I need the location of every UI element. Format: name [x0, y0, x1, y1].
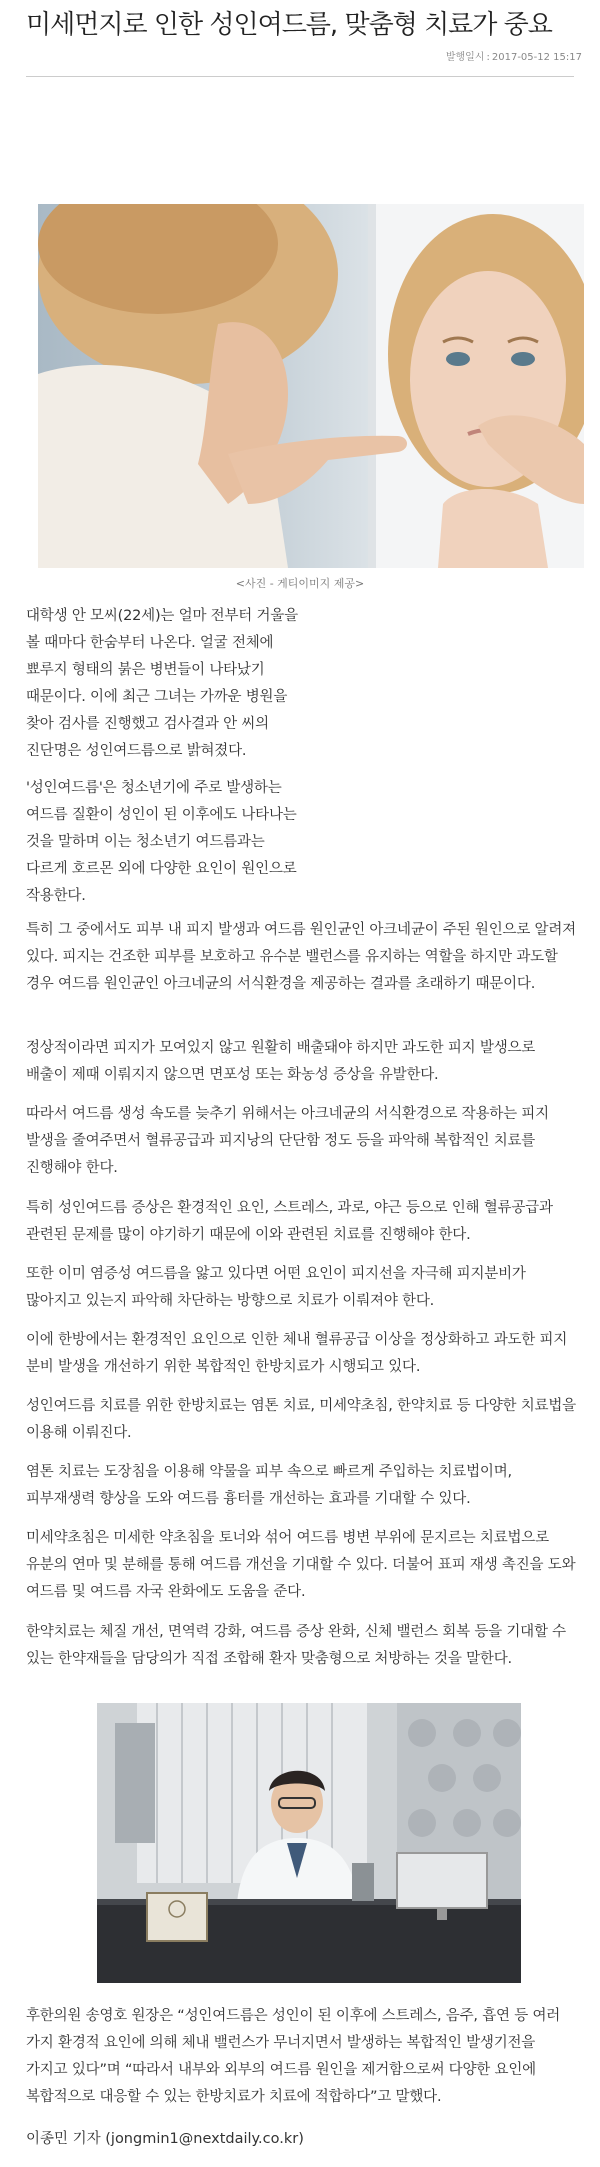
paragraph-3: 특히 그 중에서도 피부 내 피지 발생과 여드름 원인균인 아크네균이 주된 원인으로 알려져 있다. 피지는 건조한 피부를 보호하고 유수분 밸런스를 유지하는 역할을 하지만 과도할 경우 여드름 원인균인 아크네균의 서식환경을 제공하는 결과를 초래하기 때문이다. — [26, 922, 576, 992]
title-divider — [26, 76, 574, 77]
paragraph-12: 한약치료는 체질 개선, 면역력 강화, 여드름 증상 완화, 신체 밸런스 회복 등을 기대할 수 있는 한약재들을 담당의가 직접 조합해 환자 맞춤형으로 처방하는 것을 말한다. — [26, 1624, 566, 1667]
paragraph-9: 성인여드름 치료를 위한 한방치료는 염톤 치료, 미세약초침, 한약치료 등 다양한 치료법을 이용해 이뤄진다. — [26, 1398, 576, 1441]
publish-date-value: 2017-05-12 15:17 — [491, 52, 582, 63]
article-photo-doctor — [97, 1703, 521, 1983]
paragraph-7: 또한 이미 염증성 여드름을 앓고 있다면 어떤 요인이 피지선을 자극해 피지분비가 많아지고 있는지 파악해 차단하는 방향으로 치료가 이뤄져야 한다. — [26, 1266, 526, 1309]
reporter-byline: 이종민 기자 (jongmin1@nextdaily.co.kr) — [26, 2131, 304, 2147]
photo-illustration-doctor — [97, 1703, 521, 1983]
article-photo-acne-mirror — [38, 204, 584, 568]
publish-date-label: 발행일시 — [445, 52, 485, 63]
paragraph-6: 특히 성인여드름 증상은 환경적인 요인, 스트레스, 과로, 야근 등으로 인해 혈류공급과 관련된 문제를 많이 야기하기 때문에 이와 관련된 치료를 진행해야 한다. — [26, 1200, 553, 1243]
paragraph-5: 따라서 여드름 생성 속도를 늦추기 위해서는 아크네균의 서식환경으로 작용하는 피지 발생을 줄여주면서 혈류공급과 피지낭의 단단함 정도 등을 파악해 복합적인 치료를 진행해야 한다. — [26, 1106, 549, 1176]
photo-caption: <사진 - 게티이미지 제공> — [235, 577, 365, 590]
paragraph-11: 미세약초침은 미세한 약초침을 토너와 섞어 여드름 병변 부위에 문지르는 치료법으로 유분의 연마 및 분해를 통해 여드름 개선을 기대할 수 있다. 더불어 표피 재생 촉진을 도와 여드름 및 여드름 자국 완화에도 도움을 준다. — [26, 1530, 576, 1600]
paragraph-1: 대학생 안 모씨(22세)는 얼마 전부터 거울을 볼 때마다 한숨부터 나온다. 얼굴 전체에 뾰루지 형태의 붉은 병변들이 나타났기 때문이다. 이에 최근 그녀는 가까운 병원을 찾아 검사를 진행했고 검사결과 안 씨의 진단명은 성인여드름으로 밝혀졌다. — [26, 608, 298, 759]
article-title: 미세먼지로 인한 성인여드름, 맞춤형 치료가 중요 — [26, 10, 552, 40]
photo-illustration — [38, 204, 584, 568]
paragraph-10: 염톤 치료는 도장침을 이용해 약물을 피부 속으로 빠르게 주입하는 치료법이며, 피부재생력 향상을 도와 여드름 흉터를 개선하는 효과를 기대할 수 있다. — [26, 1464, 512, 1507]
paragraph-13: 후한의원 송영호 원장은 “성인여드름은 성인이 된 이후에 스트레스, 음주, 흡연 등 여러 가지 환경적 요인에 의해 체내 밸런스가 무너지면서 발생하는 복합적인 발생기전을 가지고 있다”며 “따라서 내부와 외부의 여드름 원인을 제거함으로써 다양한 요인에 복합적으로 대응할 수 있는 한방치료가 치료에 적합하다”고 말했다. — [26, 2008, 561, 2105]
paragraph-4: 정상적이라면 피지가 모여있지 않고 원활히 배출돼야 하지만 과도한 피지 발생으로 배출이 제때 이뤄지지 않으면 면포성 또는 화농성 증상을 유발한다. — [26, 1040, 536, 1083]
publish-date: 발행일시 : 2017-05-12 15:17 — [445, 52, 582, 63]
paragraph-8: 이에 한방에서는 환경적인 요인으로 인한 체내 혈류공급 이상을 정상화하고 과도한 피지 분비 발생을 개선하기 위한 복합적인 한방치료가 시행되고 있다. — [26, 1332, 568, 1375]
paragraph-2: '성인여드름'은 청소년기에 주로 발생하는 여드름 질환이 성인이 된 이후에도 나타나는 것을 말하며 이는 청소년기 여드름과는 다르게 호르몬 외에 다양한 요인이 원인으로 작용한다. — [26, 780, 297, 904]
